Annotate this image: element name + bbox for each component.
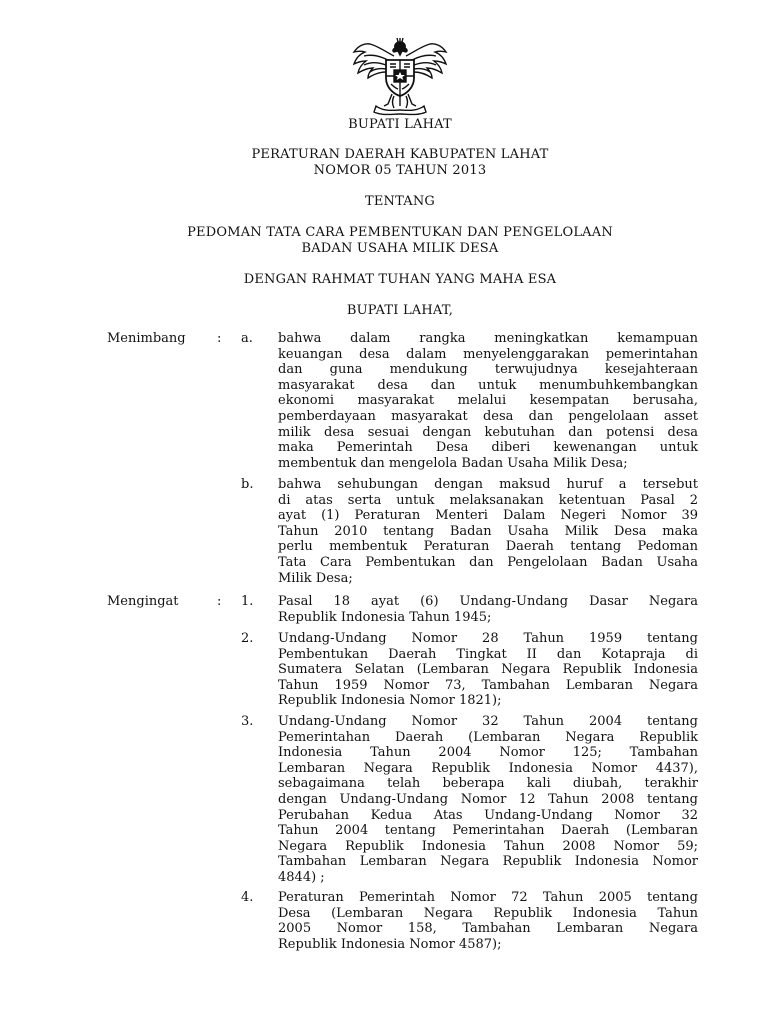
regulation-number: NOMOR 05 TAHUN 2013 [313, 163, 487, 178]
text-line: Tahun 2004 tentang Pemerintahan Daerah (Lembaran [278, 823, 698, 839]
menimbang-item-b-text [278, 477, 698, 586]
text-line: Desa (Lembaran Negara Republik Indonesia Tahun [278, 905, 698, 921]
text-line: pemberdayaan masyarakat desa dan pengelolaan asset [278, 408, 698, 424]
regulation-title: PERATURAN DAERAH KABUPATEN LAHAT [251, 147, 549, 162]
mengingat-item-3-marker: 3. [241, 714, 254, 729]
text-line: Perubahan Kedua Atas Undang-Undang Nomor 32 [278, 807, 698, 823]
text-line: Undang-Undang Nomor 32 Tahun 2004 tentang [278, 714, 698, 729]
text-line: dengan Undang-Undang Nomor 12 Tahun 2008 tentang [278, 791, 698, 807]
text-line: Tahun 1959 Nomor 73, Tambahan Lembaran Negara [278, 677, 698, 693]
text-line: Republik Indonesia Nomor 4587); [278, 936, 502, 952]
subject-line-1: PEDOMAN TATA CARA PEMBENTUKAN DAN PENGELOLAAN [187, 225, 613, 240]
text-line: 4844) ; [278, 869, 325, 885]
text-line: Peraturan Pemerintah Nomor 72 Tahun 2005 tentang [278, 890, 698, 905]
text-line: Pembentukan Daerah Tingkat II dan Kotapraja di [278, 646, 698, 662]
text-line: 2005 Nomor 158, Tambahan Lembaran Negara [278, 921, 698, 937]
text-line: Tambahan Lembaran Negara Republik Indonesia Nomor [278, 854, 698, 870]
subject-line-2: BADAN USAHA MILIK DESA [301, 241, 499, 256]
text-line: sebagaimana telah beberapa kali diubah, terakhir [278, 776, 698, 792]
text-line: Milik Desa; [278, 570, 353, 586]
text-line: dan guna mendukung terwujudnya kesejahteraan [278, 362, 698, 378]
text-line: milik desa sesuai dengan kebutuhan dan potensi desa [278, 424, 698, 440]
mengingat-item-1-text [278, 594, 698, 625]
text-line: masyarakat desa dan untuk menumbuhkembangkan [278, 377, 698, 393]
text-line: Undang-Undang Nomor 28 Tahun 1959 tentang [278, 631, 698, 646]
menimbang-label: Menimbang [107, 331, 186, 346]
mengingat-item-4-marker: 4. [241, 890, 254, 905]
text-line: maka Pemerintah Desa diberi kewenangan untuk [278, 440, 698, 456]
text-line: perlu membentuk Peraturan Daerah tentang Pedoman [278, 539, 698, 555]
menimbang-item-a-text [278, 331, 698, 471]
menimbang-item-a-marker: a. [241, 331, 253, 346]
text-line: Republik Indonesia Tahun 1945; [278, 609, 492, 625]
mengingat-colon: : [217, 594, 222, 609]
text-line: keuangan desa dalam menyelenggarakan pemerintahan [278, 346, 698, 362]
text-line: Negara Republik Indonesia Tahun 2008 Nomor 59; [278, 838, 698, 854]
mengingat-label: Mengingat [107, 594, 179, 609]
mengingat-item-2-text [278, 631, 698, 709]
menimbang-colon: : [217, 331, 222, 346]
garuda-pancasila-emblem-icon [348, 38, 452, 116]
text-line: Lembaran Negara Republik Indonesia Nomor 4437), [278, 760, 698, 776]
text-line: ekonomi masyarakat melalui kesempatan berusaha, [278, 393, 698, 409]
text-line: membentuk dan mengelola Badan Usaha Milik Desa; [278, 455, 628, 471]
text-line: Pemerintahan Daerah (Lembaran Negara Republik [278, 729, 698, 745]
mengingat-item-2-marker: 2. [241, 631, 254, 646]
about-heading: TENTANG [364, 194, 436, 209]
text-line: Tahun 2010 tentang Badan Usaha Milik Desa maka [278, 523, 698, 539]
mengingat-item-4-text [278, 890, 698, 952]
invocation: DENGAN RAHMAT TUHAN YANG MAHA ESA [243, 272, 557, 287]
issuer-closing: BUPATI LAHAT, [346, 303, 454, 318]
text-line: Sumatera Selatan (Lembaran Negara Republik Indonesia [278, 662, 698, 678]
menimbang-item-b-marker: b. [241, 477, 254, 492]
text-line: Indonesia Tahun 2004 Nomor 125; Tambahan [278, 745, 698, 761]
text-line: di atas serta untuk melaksanakan ketentuan Pasal 2 [278, 492, 698, 508]
text-line: Republik Indonesia Nomor 1821); [278, 693, 502, 709]
mengingat-item-3-text [278, 714, 698, 886]
mengingat-item-1-marker: 1. [241, 594, 254, 609]
text-line: Pasal 18 ayat (6) Undang-Undang Dasar Negara [278, 594, 698, 609]
text-line: Tata Cara Pembentukan dan Pengelolaan Badan Usaha [278, 554, 698, 570]
text-line: ayat (1) Peraturan Menteri Dalam Negeri Nomor 39 [278, 508, 698, 524]
text-line: bahwa sehubungan dengan maksud huruf a tersebut [278, 477, 698, 492]
text-line: bahwa dalam rangka meningkatkan kemampuan [278, 331, 698, 346]
issuer-title: BUPATI LAHAT [348, 117, 452, 132]
